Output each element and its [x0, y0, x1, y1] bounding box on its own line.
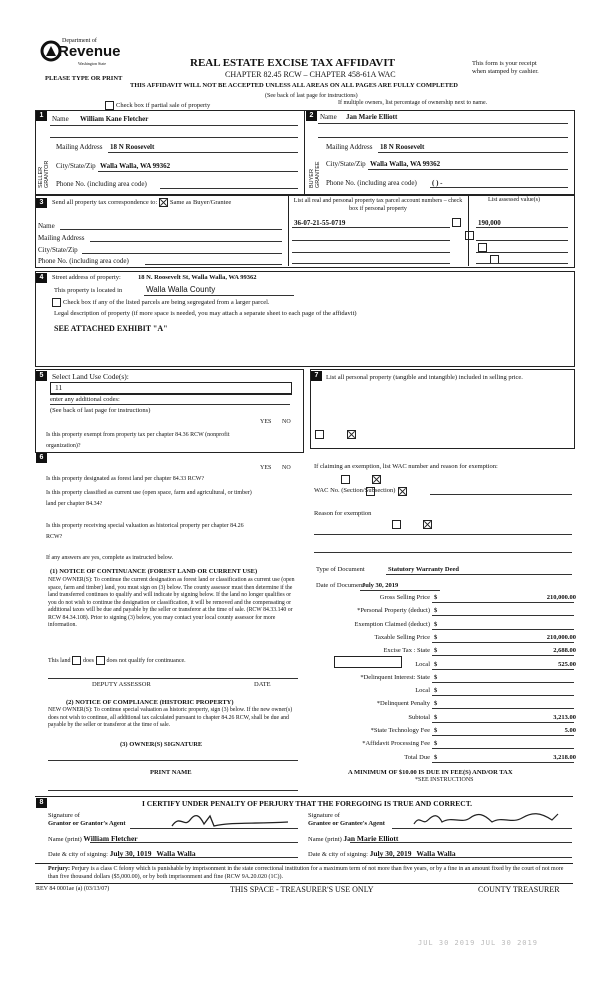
seller-name-line [50, 125, 298, 126]
value-header: List assessed value(s) [488, 197, 540, 203]
historic-yes-checkbox[interactable] [392, 520, 401, 529]
multiple-owners: If multiple owners, list percentage of ownership next to name. [338, 100, 488, 106]
tax-row-label: Subtotal [408, 714, 430, 721]
grantee-signature[interactable] [412, 810, 562, 833]
current-use-no-checkbox[interactable] [398, 487, 407, 496]
personal-property-label: List all personal property (tangible and intangible) included in selling price. [326, 374, 523, 381]
local-tax-box[interactable] [334, 656, 402, 668]
land-use-input[interactable] [50, 382, 292, 395]
grantor-name-label: Name (print) [48, 836, 82, 843]
tax-row-currency: $ [434, 621, 438, 628]
partial-sale-label: Check box if partial sale of property [116, 101, 211, 109]
tax-row-value[interactable]: 3,218.00 [553, 754, 576, 761]
logo-name: Revenue [58, 43, 121, 60]
tax-row-label: Gross Selling Price [379, 594, 430, 601]
receipt-note-1: This form is your receipt [472, 60, 537, 67]
section-4-num: 4 [36, 273, 47, 283]
segregated-checkbox[interactable] [52, 298, 61, 307]
form-number: REV 84 0001ae (a) (03/13/07) [36, 886, 110, 892]
additional-codes-label: enter any additional codes: [50, 396, 120, 403]
tax-row-currency: $ [434, 700, 438, 707]
section-8-num: 8 [36, 798, 47, 808]
tax-row-currency: $ [434, 661, 438, 668]
tax-row-label: *Delinquent Interest: State [360, 674, 430, 681]
doc-date-label: Date of Document [316, 582, 365, 589]
perjury-note [48, 865, 568, 881]
grantee-date[interactable]: July 30, 2019 [369, 849, 412, 858]
seller-phone-line [160, 188, 298, 189]
grantor-agent-label: Grantor or Grantor's Agent [48, 820, 126, 827]
grantor-signature[interactable] [170, 812, 290, 833]
section-3-divider-2 [468, 194, 469, 266]
parcel-line-2 [292, 240, 450, 241]
grantee-city[interactable]: Walla Walla [416, 849, 456, 858]
tax-row-label: *Personal Property (deduct) [357, 607, 430, 614]
print-name: PRINT NAME [150, 769, 192, 776]
deputy-date: DATE [254, 681, 271, 688]
assessed-value[interactable]: 190,000 [478, 219, 501, 227]
owner-signature-line-2[interactable] [48, 790, 298, 791]
forest-yes-checkbox[interactable] [341, 475, 350, 484]
tax-row-line [432, 669, 574, 670]
tax-row-label: Exemption Claimed (deduct) [354, 621, 430, 628]
grantee-agent-label: Grantee or Grantee's Agent [308, 820, 385, 827]
county-treasurer: COUNTY TREASURER [478, 885, 560, 894]
owner-signature-line-1[interactable] [48, 760, 298, 761]
buyer-phone-label: Phone No. (including area code) [326, 179, 417, 187]
personal-property-checkbox-2[interactable] [465, 231, 474, 240]
send-label: Send all property tax correspondence to: [52, 198, 158, 206]
sec3-mail-label: Mailing Address [38, 234, 85, 242]
tax-row-value[interactable]: 3,213.00 [553, 714, 576, 721]
notice-compliance-body: NEW OWNER(S): To continue special valuation as historic property, sign (3) below. If the new owner(s) does not wish to continue, all additional tax calculated pursuant to chapter 84.26 RCW, shall be due and payable by the seller or transferor at the time of sale. [48, 707, 293, 728]
parcel-header: List all real and personal property tax parcel account numbers – check box if personal property [293, 198, 463, 212]
county-line [144, 295, 294, 296]
tax-row-currency: $ [434, 674, 438, 681]
grantee-date-line [378, 857, 572, 858]
grantor-name-line [90, 842, 298, 843]
section-8-top-rule [35, 796, 573, 797]
grantor-name[interactable]: William Fletcher [83, 834, 138, 843]
grantee-signature-icon [412, 810, 562, 830]
buyer-phone[interactable]: ( ) - [432, 179, 443, 187]
tax-row-line [432, 642, 574, 643]
tax-row-currency: $ [434, 607, 438, 614]
land-use-code[interactable]: 11 [55, 383, 63, 392]
grantor-date-line [118, 857, 298, 858]
doc-date-line [360, 590, 440, 591]
same-as-buyer-checkbox[interactable] [159, 198, 168, 207]
tax-row-line [432, 748, 574, 749]
sec5-see-back: (See back of last page for instructions) [50, 407, 151, 414]
section-5-num: 5 [36, 371, 47, 381]
notice-continuance-title: (1) NOTICE OF CONTINUANCE (FOREST LAND OR CURRENT USE) [50, 568, 258, 575]
form-warning: THIS AFFIDAVIT WILL NOT BE ACCEPTED UNLESS ALL AREAS ON ALL PAGES ARE FULLY COMPLETED [130, 82, 458, 89]
value-line-4 [476, 263, 568, 264]
tax-row-label: *State Technology Fee [370, 727, 430, 734]
parcel-line-4 [292, 263, 450, 264]
tax-row-line [432, 708, 574, 709]
tax-row-line [432, 629, 574, 630]
send-correspondence [52, 198, 231, 207]
tax-row-currency: $ [434, 594, 438, 601]
tax-row-currency: $ [434, 740, 438, 747]
sec5-no: NO [282, 419, 291, 425]
tax-row-line [432, 722, 574, 723]
receipt-note-2: when stamped by cashier. [472, 68, 539, 75]
exemption-label: If claiming an exemption, list WAC number and reason for exemption: [314, 463, 498, 470]
tax-row-line [432, 602, 574, 603]
buyer-phone-line [430, 187, 568, 188]
grantee-name[interactable]: Jan Marie Elliott [343, 834, 399, 843]
buyer-name-line-2 [318, 137, 568, 138]
seller-city[interactable]: Walla Walla, WA 99362 [100, 162, 171, 170]
grantee-date-label: Date & city of signing: [308, 851, 368, 858]
tax-row-line [432, 615, 574, 616]
section-4-box [35, 271, 575, 367]
if-yes-note: If any answers are yes, complete as instructed below. [46, 555, 174, 561]
section-3-num: 3 [36, 198, 47, 208]
seller-mail-line [108, 152, 298, 153]
sec3-phone-label: Phone No. (including area code) [38, 257, 129, 265]
sec5-yes: YES [260, 419, 272, 425]
tax-row-currency: $ [434, 647, 438, 654]
current-use-question: Is this property classified as current use (open space, farm and agricultural, or timber) land per chapter 84.34? [46, 490, 252, 507]
seller-name-label: Name [52, 115, 69, 123]
tax-row-label: Total Due [404, 754, 430, 761]
street-label: Street address of property: [52, 274, 121, 281]
segregated [52, 298, 270, 307]
section-1-num: 1 [36, 111, 47, 121]
segregated-label: Check box if any of the listed parcels are being segregated from a larger parcel. [63, 298, 270, 306]
tax-row-value[interactable]: 525.00 [558, 661, 576, 668]
buyer-name[interactable]: Jan Marie Elliott [346, 113, 398, 121]
see-back: (See back of last page for instructions) [265, 93, 358, 99]
tax-row-currency: $ [434, 714, 438, 721]
tax-row-line [432, 682, 574, 683]
certify: I CERTIFY UNDER PENALTY OF PERJURY THAT THE FOREGOING IS TRUE AND CORRECT. [142, 799, 473, 808]
land-use-label: Select Land Use Code(s): [52, 372, 129, 381]
grantor-city[interactable]: Walla Walla [156, 849, 196, 858]
form-rcw: CHAPTER 82.45 RCW – CHAPTER 458-61A WAC [225, 70, 396, 79]
reason-label: Reason for exemption [314, 510, 372, 517]
tax-row-line [432, 735, 574, 736]
minimum-note: A MINIMUM OF $10.00 IS DUE IN FEE(S) AND/OR TAX [348, 769, 513, 776]
grantee-name-label: Name (print) [308, 836, 342, 843]
tax-row-value[interactable]: 5.00 [564, 727, 576, 734]
tax-row-label: Local [415, 687, 430, 694]
value-line-2 [476, 240, 568, 241]
tax-row-line [432, 762, 574, 763]
forest-no-checkbox[interactable] [372, 475, 381, 484]
seller-city-label: City/State/Zip [56, 162, 96, 170]
personal-property-checkbox-1[interactable] [452, 218, 461, 227]
sec3-city-label: City/State/Zip [38, 246, 78, 254]
section-2-num: 2 [306, 111, 317, 121]
perjury-bottom-rule [35, 883, 573, 884]
located-label: This property is located in [54, 287, 123, 294]
reason-line-1[interactable] [314, 534, 572, 535]
perjury-text: Perjury is a class C felony which is punishable by imprisonment in the state correctional institution for a maximum term of not more than five years, or by a fine in an amount fixed by the court of not more than five thousand dollars ($5,000.00), or by both imprisonment and fine (RCW 9A.20.020 (1C)). [48, 866, 564, 880]
sec6-no: NO [282, 465, 291, 471]
partial-sale[interactable] [105, 101, 210, 110]
perjury-label: Perjury: [48, 866, 70, 872]
does-not-label: does not qualify for continuance. [106, 657, 186, 664]
notice-compliance-title: (2) NOTICE OF COMPLIANCE (HISTORIC PROPERTY) [66, 699, 234, 706]
logo-state: Washington State [78, 61, 107, 66]
grantor-date-label: Date & city of signing: [48, 851, 108, 858]
does-not-checkbox[interactable] [96, 656, 105, 665]
street-address[interactable]: 18 N. Roosevelt St, Walla Walla, WA 99362 [138, 274, 257, 281]
sec3-mail-line [90, 241, 282, 242]
buyer-name-label: Name [320, 113, 337, 121]
seller-side-label: SELLER GRANTOR [38, 160, 50, 188]
buyer-city[interactable]: Walla Walla, WA 99362 [370, 160, 441, 168]
tax-row-line [432, 695, 574, 696]
tax-row-value[interactable]: 2,688.00 [553, 647, 576, 654]
deputy-line [48, 678, 298, 679]
forest-question: Is this property designated as forest land per chapter 84.33 RCW? [46, 476, 205, 482]
historic-question: Is this property receiving special valuation as historical property per chapter 84.26 RCW? [46, 523, 244, 540]
seller-mail[interactable]: 18 N Roosevelt [110, 143, 155, 151]
doc-type-line [386, 574, 572, 575]
personal-property-checkbox-3[interactable] [478, 243, 487, 252]
treasurer-space: THIS SPACE - TREASURER'S USE ONLY [230, 885, 374, 894]
does-label: does [83, 657, 94, 664]
grantee-name-line [350, 842, 572, 843]
please-type: PLEASE TYPE OR PRINT [45, 75, 123, 82]
reason-line-2[interactable] [314, 552, 572, 553]
see-instructions: *SEE INSTRUCTIONS [415, 777, 474, 783]
seller-name[interactable]: William Kane Fletcher [80, 115, 149, 123]
buyer-city-line [368, 169, 568, 170]
wac-label: WAC No. (Section/Subsection) [314, 487, 396, 494]
grantee-sig-label: Signature of [308, 812, 340, 819]
buyer-name-line [318, 123, 568, 124]
legal-description-label: Legal description of property (if more space is needed, you may attach a separate sheet to each page of the affidavit) [54, 310, 357, 317]
receipt-stamp: JUL 30 2019 JUL 30 2019 [418, 939, 538, 947]
deputy-assessor: DEPUTY ASSESSOR [92, 681, 151, 688]
this-land-label: This land [48, 657, 71, 664]
tax-row-label: Local [415, 661, 430, 668]
legal-exhibit[interactable]: SEE ATTACHED EXHIBIT "A" [54, 324, 168, 333]
parties-divider [304, 110, 305, 194]
tax-row-value[interactable]: 210,000.00 [546, 594, 576, 601]
tax-row-label: *Affidavit Processing Fee [362, 740, 430, 747]
tax-row-currency: $ [434, 754, 438, 761]
doc-type[interactable]: Statutory Warranty Deed [388, 566, 460, 573]
grantor-date[interactable]: July 30, 1019 [109, 849, 152, 858]
grantee-sig-line [392, 828, 572, 829]
tax-row-currency: $ [434, 634, 438, 641]
tax-row-label: *Delinquent Penalty [376, 700, 430, 707]
buyer-mail-label: Mailing Address [326, 143, 373, 151]
parcel-line-1 [292, 227, 450, 228]
section-6-num: 6 [36, 453, 47, 463]
buyer-city-label: City/State/Zip [326, 160, 366, 168]
perjury-top-rule [35, 863, 573, 864]
grantor-sig-line [130, 828, 298, 829]
doc-type-label: Type of Document [316, 566, 365, 573]
section-3-divider [288, 194, 289, 266]
doc-date[interactable]: July 30, 2019 [362, 582, 399, 589]
tax-row-label: Excise Tax : State [383, 647, 430, 654]
historic-no-checkbox[interactable] [423, 520, 432, 529]
parcel-number[interactable]: 36-07-21-55-0719 [294, 219, 346, 227]
owner-signature-title: (3) OWNER(S) SIGNATURE [120, 741, 203, 748]
buyer-mail[interactable]: 18 N Roosevelt [380, 143, 425, 151]
same-as-buyer-label: Same as Buyer/Grantee [169, 198, 232, 206]
this-land [48, 656, 186, 665]
parcel-line-3 [292, 252, 450, 253]
seller-mail-label: Mailing Address [56, 143, 103, 151]
form-title: REAL ESTATE EXCISE TAX AFFIDAVIT [190, 57, 395, 69]
sec3-phone-line [145, 264, 282, 265]
partial-sale-checkbox[interactable] [105, 101, 114, 110]
seller-phone-label: Phone No. (including area code) [56, 180, 147, 188]
tax-row-line [432, 655, 574, 656]
tax-row-currency: $ [434, 727, 438, 734]
does-checkbox[interactable] [72, 656, 81, 665]
additional-codes-line[interactable] [50, 404, 290, 405]
seller-name-line-2 [50, 137, 298, 138]
sec3-name-line [60, 229, 282, 230]
revenue-logo [40, 38, 121, 68]
grantor-sig-label: Signature of [48, 812, 80, 819]
tax-row-label: Taxable Selling Price [374, 634, 430, 641]
sec6-yes: YES [260, 465, 272, 471]
section-7-num: 7 [311, 371, 322, 381]
tax-row-value[interactable]: 210,000.00 [546, 634, 576, 641]
value-line-1 [476, 227, 568, 228]
exempt-question: Is this property exempt from property tax per chapter 84.36 RCW (nonprofit organization)? [46, 432, 230, 449]
logo-dept: Department of [62, 38, 97, 44]
sec3-name-label: Name [38, 222, 55, 230]
sec3-city-line [82, 253, 282, 254]
notice-continuance-body: NEW OWNER(S): To continue the current designation as forest land or classification as current use (open space, farm and timber) land, you must sign on (3) below. The county assessor must then determine if the land transferred continues to qualify and will indicate by signing below. If the land no longer qualifies or you do not wish to continue the designation or classification, it will be removed and the compensating or additional taxes will be due and payable by the seller or transferor at the time of sale. (RCW 84.33.140 or RCW 84.34.108). Prior to signing (3) below, you may contact your local county assessor for more information. [48, 577, 295, 628]
buyer-side-label: BUYER GRANTEE [309, 161, 321, 188]
county[interactable]: Walla Walla County [146, 285, 216, 294]
seller-city-line [98, 171, 298, 172]
tax-row-currency: $ [434, 687, 438, 694]
value-line-3 [476, 252, 568, 253]
buyer-mail-line [378, 152, 568, 153]
wac-line[interactable] [430, 494, 572, 495]
